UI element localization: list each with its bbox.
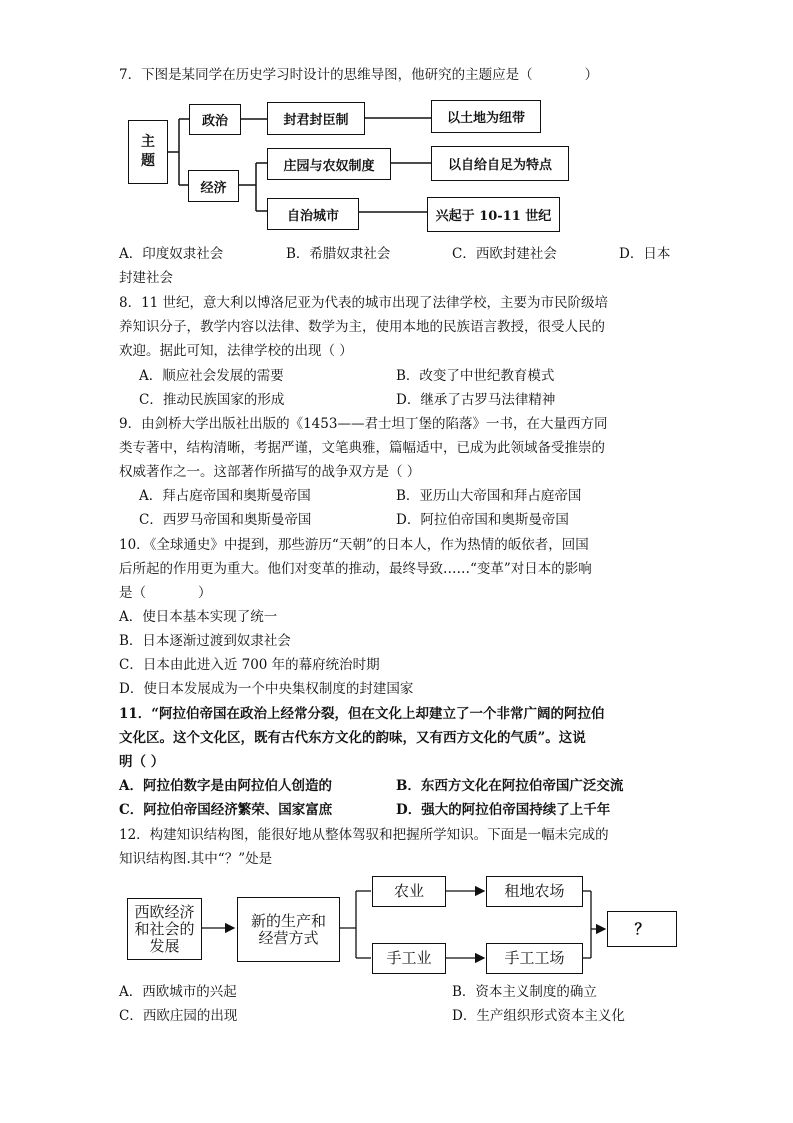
- q12-node-middle-line2: 经营方式: [258, 928, 319, 947]
- q12-node-agriculture-label: 农业: [393, 882, 424, 900]
- q9-line-2: 类专著中，结构清晰，考据严谨，文笔典雅，篇幅适中，已成为此领域备受推崇的: [119, 440, 605, 456]
- q7-node-selfsuff-label: 以自给自足为特点: [447, 158, 552, 173]
- q12-option-b: B．资本主义制度的确立: [452, 984, 597, 1000]
- q12-node-middle-line1: 新的生产和: [250, 911, 326, 930]
- q9-option-d: D．阿拉伯帝国和奥斯曼帝国: [396, 512, 569, 528]
- q12-node-left-line3: 发展: [149, 936, 180, 955]
- q7-node-feudal-label: 封君封臣制: [283, 113, 349, 128]
- q12-node-leased-farm: [486, 876, 583, 907]
- q10-option-a: A．使日本基本实现了统一: [119, 609, 278, 625]
- q10-option-c: C．日本由此进入近 700 年的幕府统治时期: [119, 657, 380, 673]
- q12-node-unknown-label: ？: [634, 919, 650, 938]
- q12-node-workshop-label: 手工工场: [504, 949, 565, 967]
- q12-node-handicraft: [372, 943, 446, 974]
- q12-option-a: A．西欧城市的兴起: [119, 984, 237, 1000]
- q9-option-b: B．亚历山大帝国和拜占庭帝国: [396, 488, 582, 504]
- q12-node-agriculture: [372, 876, 446, 907]
- q7-option-d-continued: 封建社会: [119, 270, 173, 286]
- q11-line-1: 11．“阿拉伯帝国在政治上经常分裂，但在文化上却建立了一个非常广阔的阿拉伯: [119, 706, 605, 722]
- q12-line-2: 知识结构图.其中“？”处是: [119, 851, 273, 867]
- q10-option-b: B．日本逐渐过渡到奴隶社会: [119, 633, 291, 649]
- q7-option-c: C．西欧封建社会: [452, 246, 557, 262]
- q9-option-a: A．拜占庭帝国和奥斯曼帝国: [139, 488, 311, 504]
- q11-option-d: D．强大的阿拉伯帝国持续了上千年: [396, 802, 611, 818]
- q12-node-leased-farm-label: 租地农场: [504, 882, 565, 900]
- q8-line-3: 欢迎。据此可知，法律学校的出现（ ）: [119, 343, 353, 359]
- q7-node-rise-label: 兴起于 10-11 世纪: [435, 209, 552, 224]
- q11-option-c: C．阿拉伯帝国经济繁荣、国家富庶: [119, 802, 333, 818]
- q10-line-2: 后所起的作用更为重大。他们对变革的推动，最终导致……“变革”对日本的影响: [119, 561, 592, 577]
- q7-node-city-label: 自治城市: [286, 208, 339, 224]
- q8-option-c: C．推动民族国家的形成: [139, 392, 285, 408]
- q10-last-text: 是（: [119, 585, 146, 601]
- q12-node-left: [127, 898, 202, 960]
- q9-line-3: 权威著作之一。这部著作所描写的战争双方是（ ）: [119, 464, 421, 480]
- q7-node-economy-label: 经济: [200, 180, 227, 196]
- q9-option-c: C．西罗马帝国和奥斯曼帝国: [139, 512, 312, 528]
- q9-line-1: 9．由剑桥大学出版社出版的《1453——君士坦丁堡的陷落》一书，在大量西方同: [119, 416, 608, 432]
- q12-node-unknown: [607, 911, 677, 947]
- q12-node-handicraft-label: 手工业: [386, 949, 432, 967]
- q12-line-1: 12．构建知识结构图，能很好地从整体驾驭和把握所学知识。下面是一幅未完成的: [119, 827, 609, 843]
- q7-option-a: A．印度奴隶社会: [119, 246, 224, 262]
- q12-option-d: D．生产组织形式资本主义化: [452, 1008, 625, 1024]
- q12-node-left-line2: 和社会的: [134, 919, 195, 938]
- q11-option-b: B．东西方文化在阿拉伯帝国广泛交流: [396, 778, 624, 794]
- q7-node-manor-label: 庄园与农奴制度: [283, 158, 375, 174]
- q12-node-middle: [237, 897, 340, 962]
- q11-line-3: 明（ ）: [119, 754, 165, 770]
- q11-line-2: 文化区。这个文化区，既有古代东方文化的韵味，又有西方文化的气质”。这说: [119, 730, 586, 746]
- q7-option-b: B．希腊奴隶社会: [286, 246, 391, 262]
- q10-last-close: ）: [198, 585, 212, 601]
- q8-option-d: D．继承了古罗马法律精神: [396, 392, 556, 408]
- q7-node-root-label: 主题: [141, 134, 155, 169]
- q12-node-workshop: [486, 943, 583, 974]
- q12-option-c: C．西欧庄园的出现: [119, 1008, 238, 1024]
- q7-node-politics-label: 政治: [201, 114, 228, 129]
- q8-line-1: 8．11 世纪，意大利以博洛尼亚为代表的城市出现了法律学校，主要为市民阶级培: [119, 295, 609, 311]
- q7-stem-close: ）: [584, 67, 599, 83]
- q11-option-a: A．阿拉伯数字是由阿拉伯人创造的: [119, 778, 332, 794]
- q10-option-d: D．使日本发展成为一个中央集权制度的封建国家: [119, 681, 414, 697]
- q10-line-1: 10．《全球通史》中提到，那些游历“天朝”的日本人，作为热情的皈依者，回国: [119, 537, 589, 553]
- q8-option-a: A．顺应社会发展的需要: [139, 368, 284, 384]
- q12-node-left-line1: 西欧经济: [134, 902, 195, 921]
- q8-line-2: 养知识分子，教学内容以法律、数学为主，使用本地的民族语言教授，很受人民的: [119, 319, 605, 335]
- q7-stem-text: 7．下图是某同学在历史学习时设计的思维导图，他研究的主题应是（: [119, 67, 533, 83]
- q8-option-b: B．改变了中世纪教育模式: [396, 368, 555, 384]
- q7-option-d: D．日本: [619, 246, 671, 262]
- q7-node-land-label: 以土地为纽带: [446, 111, 525, 126]
